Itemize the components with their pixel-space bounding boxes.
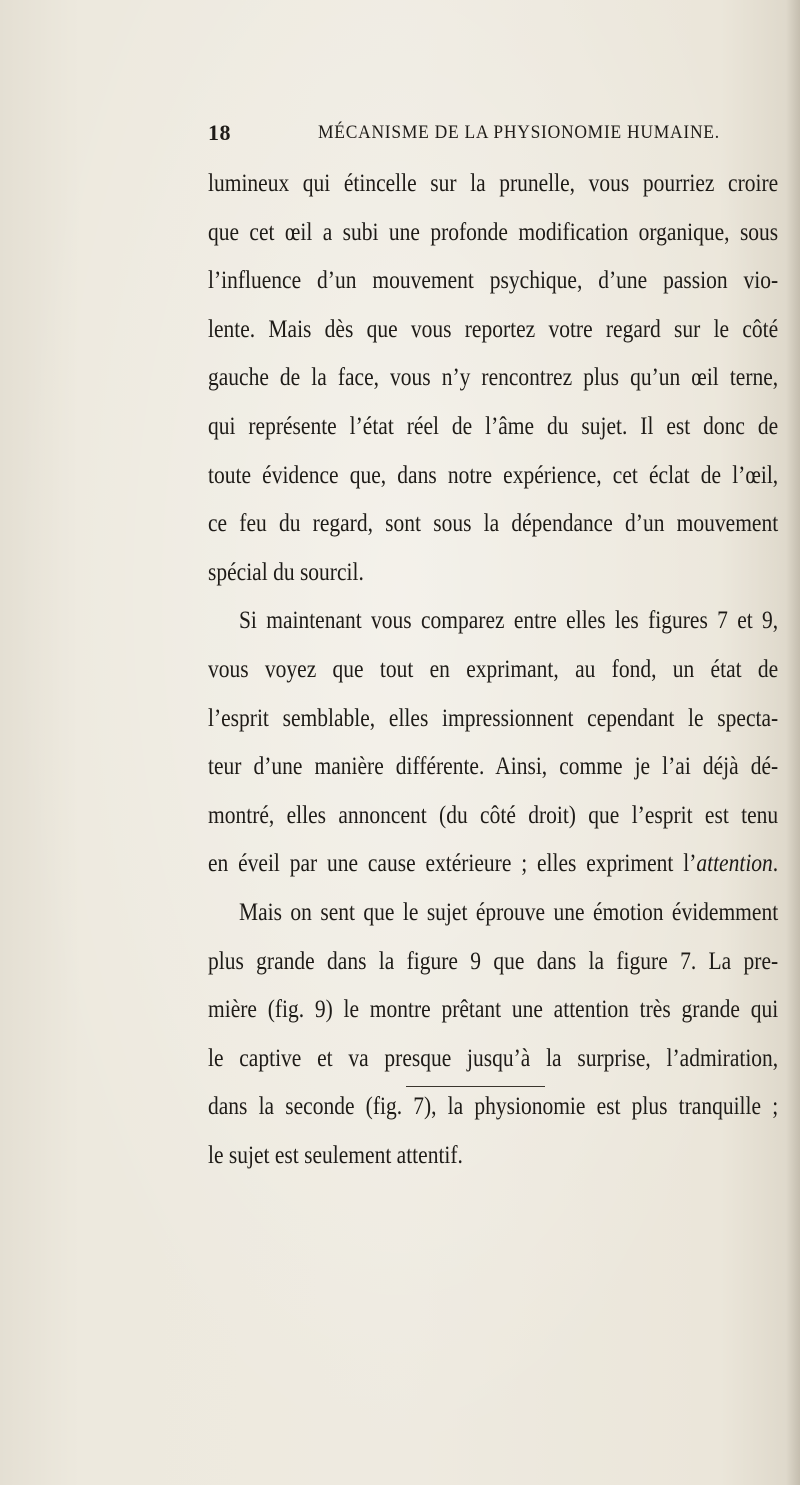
running-title: MÉCANISME DE LA PHYSIONOMIE HUMAINE. bbox=[318, 122, 720, 143]
text-line: toute évidence que, dans notre expérience, cet éclat de l’œil, bbox=[208, 461, 779, 489]
text-line: vous voyez que tout en exprimant, au fond, un état de bbox=[208, 655, 779, 683]
text-line: teur d’une manière différente. Ainsi, comme je l’ai déjà dé- bbox=[208, 753, 779, 781]
text-line: montré, elles annoncent (du côté droit) que l’esprit est tenu bbox=[208, 801, 779, 829]
body-text bbox=[208, 160, 778, 1180]
section-end-rule bbox=[406, 1086, 545, 1087]
text-line: spécial du sourcil. bbox=[208, 558, 364, 586]
text-line: gauche de la face, vous n’y rencontrez plus qu’un œil terne, bbox=[208, 364, 779, 392]
text-segment: . bbox=[772, 850, 779, 878]
text-line: Mais on sent que le sujet éprouve une émotion évidemment bbox=[238, 898, 779, 926]
text-line: le captive et va presque jusqu’à la surprise, l’admiration, bbox=[208, 1044, 779, 1072]
text-line: ce feu du regard, sont sous la dépendance d’un mouvement bbox=[208, 510, 779, 538]
text-line-with-emphasis bbox=[208, 840, 778, 889]
text-line: que cet œil a subi une profonde modification organique, sous bbox=[208, 218, 779, 246]
text-line: l’esprit semblable, elles impressionnent cependant le specta- bbox=[208, 704, 779, 732]
page-number: 18 bbox=[208, 120, 231, 145]
emphasized-word: attention bbox=[696, 850, 773, 878]
text-line: l’influence d’un mouvement psychique, d’une passion vio- bbox=[208, 267, 779, 295]
text-line: Si maintenant vous comparez entre elles les figures 7 et 9, bbox=[238, 607, 779, 635]
text-line: dans la seconde (fig. 7), la physionomie est plus tranquille ; bbox=[208, 1093, 779, 1121]
text-line: lumineux qui étincelle sur la prunelle, vous pourriez croire bbox=[208, 170, 779, 197]
text-line: qui représente l’état réel de l’âme du sujet. Il est donc de bbox=[208, 412, 779, 440]
text-line: plus grande dans la figure 9 que dans la figure 7. La pre- bbox=[208, 947, 779, 975]
text-line: le sujet est seulement attentif. bbox=[208, 1141, 463, 1169]
text-segment: en éveil par une cause extérieure ; elles expriment l’ bbox=[208, 850, 697, 878]
page-header bbox=[208, 120, 776, 150]
text-line: lente. Mais dès que vous reportez votre regard sur le côté bbox=[208, 315, 779, 343]
page-edge-shadow bbox=[786, 0, 800, 1485]
text-line: mière (fig. 9) le montre prêtant une attention très grande qui bbox=[208, 996, 779, 1024]
